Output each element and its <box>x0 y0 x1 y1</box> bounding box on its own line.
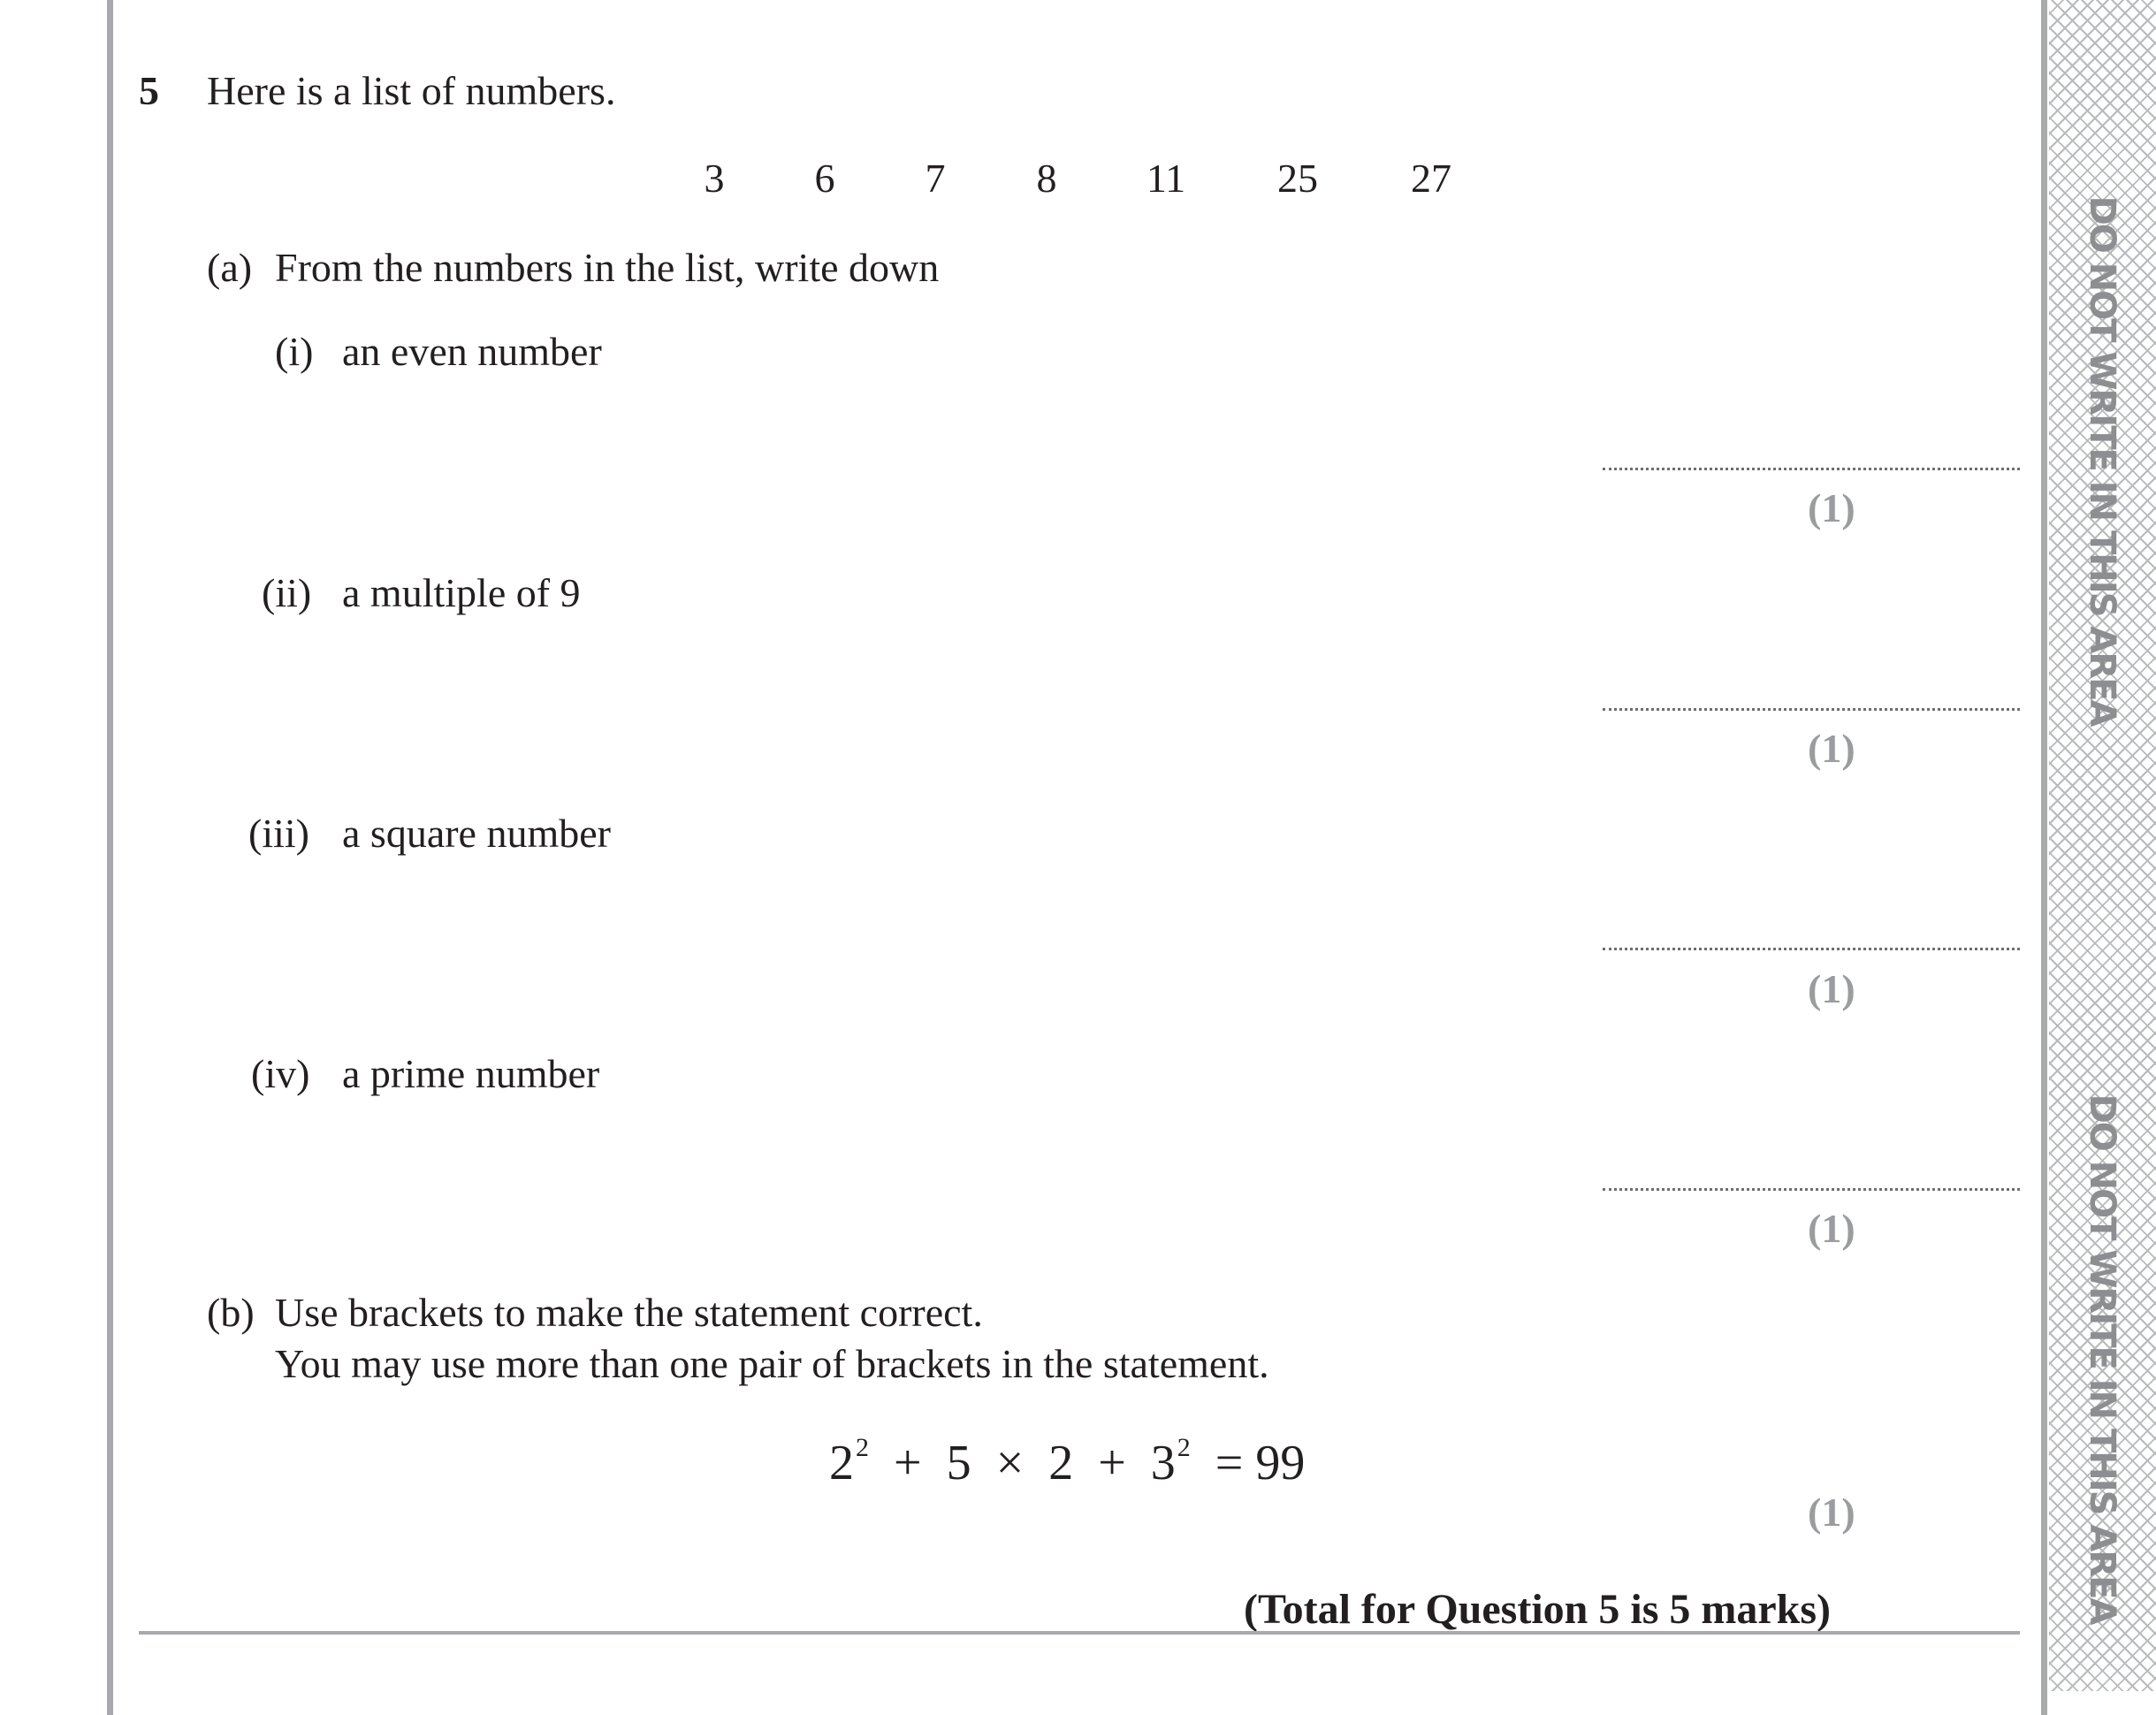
answer-line-ii[interactable] <box>1603 708 2020 711</box>
answer-line-iii[interactable] <box>1603 948 2020 950</box>
question-total: (Total for Question 5 is 5 marks) <box>1244 1586 1832 1633</box>
list-number: 25 <box>1277 156 1318 201</box>
eq-base4: 3 <box>1150 1436 1176 1490</box>
part-a-label: (a) <box>207 245 253 290</box>
margin-warning-bottom: DO NOT WRITE IN THIS AREA <box>2082 1094 2122 1624</box>
margin-warning-top: DO NOT WRITE IN THIS AREA <box>2082 195 2122 726</box>
eq-op1: + <box>894 1436 922 1490</box>
list-number: 3 <box>704 156 725 201</box>
list-number: 8 <box>1036 156 1057 201</box>
subpart-label: (i) <box>275 329 314 374</box>
eq-op3: + <box>1098 1436 1126 1490</box>
part-b-line2: You may use more than one pair of brackets in the statement. <box>275 1341 1269 1386</box>
eq-exp1: 2 <box>856 1433 869 1462</box>
part-a-text: From the numbers in the list, write down <box>275 245 940 290</box>
subpart-text: a prime number <box>342 1051 600 1096</box>
mark-iii: (1) <box>1808 966 1855 1011</box>
answer-line-i[interactable] <box>1603 468 2020 470</box>
eq-base1: 2 <box>829 1436 854 1490</box>
eq-exp4: 2 <box>1177 1433 1191 1462</box>
subpart-text: an even number <box>342 329 602 374</box>
eq-term3: 2 <box>1048 1436 1074 1490</box>
equation <box>829 1435 1305 1488</box>
subpart-text: a multiple of 9 <box>342 570 581 615</box>
question-intro: Here is a list of numbers. <box>207 68 616 113</box>
list-number: 27 <box>1411 156 1451 201</box>
mark-i: (1) <box>1808 485 1855 530</box>
answer-line-iv[interactable] <box>1603 1188 2020 1191</box>
mark-iv: (1) <box>1808 1206 1855 1251</box>
eq-term2: 5 <box>946 1436 971 1490</box>
mark-b: (1) <box>1808 1490 1855 1535</box>
list-number: 6 <box>814 156 835 201</box>
eq-op2: × <box>995 1436 1025 1490</box>
subpart-label: (ii) <box>262 570 312 615</box>
question-number: 5 <box>139 68 159 113</box>
list-number: 7 <box>925 156 946 201</box>
part-b-label: (b) <box>207 1290 255 1335</box>
subpart-label: (iii) <box>248 811 309 856</box>
mark-ii: (1) <box>1808 726 1855 771</box>
eq-rhs: = 99 <box>1215 1436 1306 1490</box>
part-b-line1: Use brackets to make the statement correct. <box>275 1290 983 1335</box>
divider <box>139 1631 2020 1635</box>
list-number: 11 <box>1146 156 1186 201</box>
subpart-text: a square number <box>342 811 611 856</box>
subpart-label: (iv) <box>251 1051 310 1096</box>
